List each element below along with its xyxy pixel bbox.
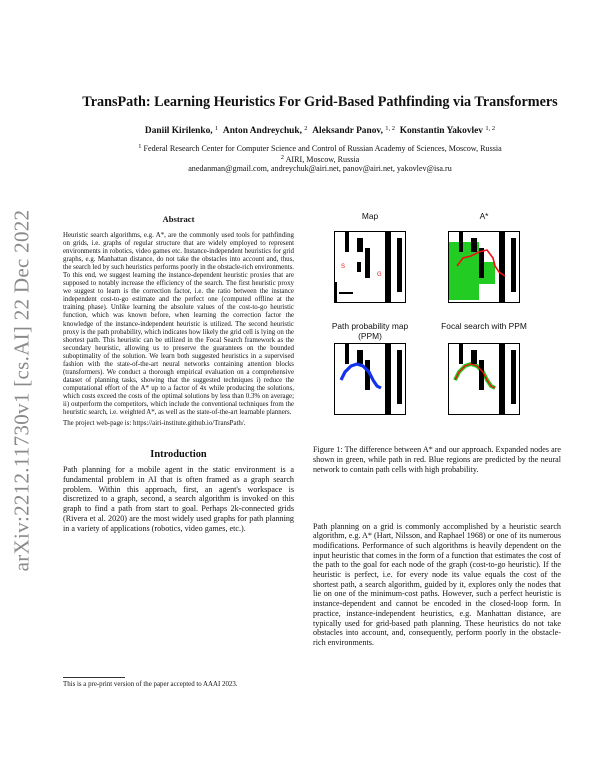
author-affiliation-mark: 1 (214, 125, 219, 132)
ppm-grid (335, 344, 405, 414)
author-affiliation-mark: 1, 2 (385, 125, 396, 132)
panel-label-astar: A* (479, 211, 489, 221)
obstacle (459, 344, 463, 364)
obstacle (385, 344, 391, 414)
affiliation-text: Federal Research Center for Computer Science and Control of Russian Academy of Sciences, Moscow, Russia (143, 144, 502, 153)
author-affiliation-mark: 1, 2 (485, 125, 496, 132)
obstacle (397, 238, 402, 292)
focal-panel (448, 343, 520, 415)
author-list (40, 125, 600, 136)
introduction-paragraph: Path planning for a mobile agent in the static environment is a fundamental problem in AI that is often framed as a graph search problem. Within this approach, first, an agent's workspace is discretized to a graph, second, a search algorithm is invoked on this graph to find a path from start to goal. Perhaps 2k-connected grids (Rivera et al. 2020) are the most widely used graphs for path planning in a variety of applications (robotics, video games, etc.). (63, 465, 294, 533)
affiliation-mark: 1 (138, 143, 142, 150)
author-name: Anton Andreychuk, (222, 126, 302, 136)
ppm-panel (334, 343, 406, 415)
obstacle (357, 262, 361, 272)
start-marker: S (341, 264, 346, 270)
panel-label-ppm: Path probability map (PPM) (331, 321, 409, 341)
figure-1 (313, 211, 561, 441)
arxiv-identifier (4, 205, 40, 575)
obstacle (397, 350, 402, 404)
goal-marker: G (377, 272, 382, 278)
ppm-region (341, 364, 381, 388)
obstacle (511, 350, 516, 404)
astar-grid (449, 232, 519, 302)
right-column (313, 211, 561, 648)
obstacle (335, 282, 337, 302)
introduction-heading: Introduction (150, 449, 207, 461)
panel-label-focal: Focal search with PPM (441, 321, 527, 331)
abstract-heading: Abstract (162, 214, 195, 224)
panel-label-map: Map (361, 211, 379, 221)
footnote: This is a pre-print version of the paper accepted to AAAI 2023. (63, 681, 238, 688)
arxiv-identifier-text: arXiv:2212.11730v1 [cs.AI] 22 Dec 2022 (9, 209, 34, 571)
obstacle (357, 238, 363, 252)
focal-grid (449, 344, 519, 414)
footnote-divider (63, 677, 125, 678)
map-panel (334, 231, 406, 303)
obstacle (511, 238, 516, 292)
obstacle (339, 292, 353, 294)
obstacle (471, 350, 477, 364)
project-webpage-note: The project web-page is: https://airi-institute.github.io/TransPath/. (63, 420, 246, 428)
figure-caption: Figure 1: The difference between A* and our approach. Expanded nodes are shown in green, while path in red. Blue regions are predicted by the neural network to contain path cells with high probability. (313, 445, 561, 474)
obstacle (499, 232, 505, 302)
map-grid (335, 232, 405, 302)
abstract-paragraph: Heuristic search algorithms, e.g. A*, are the commonly used tools for pathfinding on grids, i.e. graphs of regular structure that are widely employed to represent environments in robotics, video games etc. Instance-independent heuristics for grid graphs, e.g. Manhattan distance, do not take the obstacles into account and, thus, the search led by such heuristics performs poorly in the obstacle-rich environments. To this end, we suggest learning the instance-dependent heuristic proxies that are supposed to notably increase the efficiency of the search. The first heuristic proxy we suggest to learn is the correction factor, i.e. the ratio between the instance independent cost-to-go estimate and the perfect one (computed offline at the training phase). Unlike learning the absolute values of the cost-to-go heuristic function, which was known before, when learning the correction factor the knowledge of the instance-independent heuristic is utilized. The second heuristic proxy is the path probability, which indicates how likely the grid cell is lying on the shortest path. This heuristic can be utilized in the Focal Search framework as the secondary heuristic, allowing us to preserve the guarantees on the bounded suboptimality of the solution. We learn both suggested heuristics in a supervised fashion with the state-of-the-art neural networks containing attention blocks (transformers). We conduct a thorough empirical evaluation on a comprehensive dataset of planning tasks, showing that the suggested techniques i) reduce the computational effort of the A* up to a factor of 4x while producing the solutions, which costs exceed the costs of the optimal solutions by less than 0.3% on average; ii) outperform the competitors, which include the conventional techniques from the heuristic search, i.e. weighted A*, as well as the state-of-the-art learnable planners. (63, 232, 294, 417)
obstacle (499, 344, 505, 414)
expanded-region (455, 364, 495, 388)
author-emails: anedanman@gmail.com, andreychuk@airi.net, panov@airi.net, yakovlev@isa.ru (188, 164, 452, 173)
obstacle (345, 232, 349, 252)
author-name: Aleksandr Panov, (312, 126, 383, 136)
author-name: Konstantin Yakovlev (399, 126, 483, 136)
obstacle (385, 232, 391, 302)
obstacle (459, 232, 463, 252)
affiliation-text: AIRI, Moscow, Russia (285, 155, 360, 164)
obstacle (471, 238, 477, 252)
affiliation-mark: 2 (280, 154, 284, 161)
left-column (63, 214, 294, 533)
obstacle (357, 350, 363, 364)
astar-panel (448, 231, 520, 303)
paper-title: TransPath: Learning Heuristics For Grid-Based Pathfinding via Transformers (82, 94, 558, 110)
author-name: Daniil Kirilenko, (144, 126, 213, 136)
obstacle (345, 344, 349, 364)
introduction-paragraph-2: Path planning on a grid is commonly accomplished by a heuristic search algorithm, e.g. A* (Hart, Nilsson, and Raphael 1968) or one of its numerous modifications. Performance of such algorithms is heavily dependent on the input heuristic that comes in the form of a function that estimates the cost of the path to the goal for each node of the graph (cost-to-go heuristic). If the heuristic is perfect, i.e. for every node its value equals the cost of the shortest path, a search algorithm, guided by it, explores only the nodes that lie on one of the minimum-cost paths. However, such a perfect heuristic is instance-dependent and cannot be encoded in the closed-loop form. In practice, instance-independent heuristics, e.g. Manhattan distance, are typically used for grid-based path planning. These heuristics do not take obstacles into account, and, consequently, perform poorly in the obstacle-rich environments. (313, 521, 561, 647)
obstacle (479, 360, 484, 390)
obstacle (365, 248, 370, 278)
author-affiliation-mark: 2 (304, 125, 308, 132)
abstract-body (63, 232, 294, 428)
